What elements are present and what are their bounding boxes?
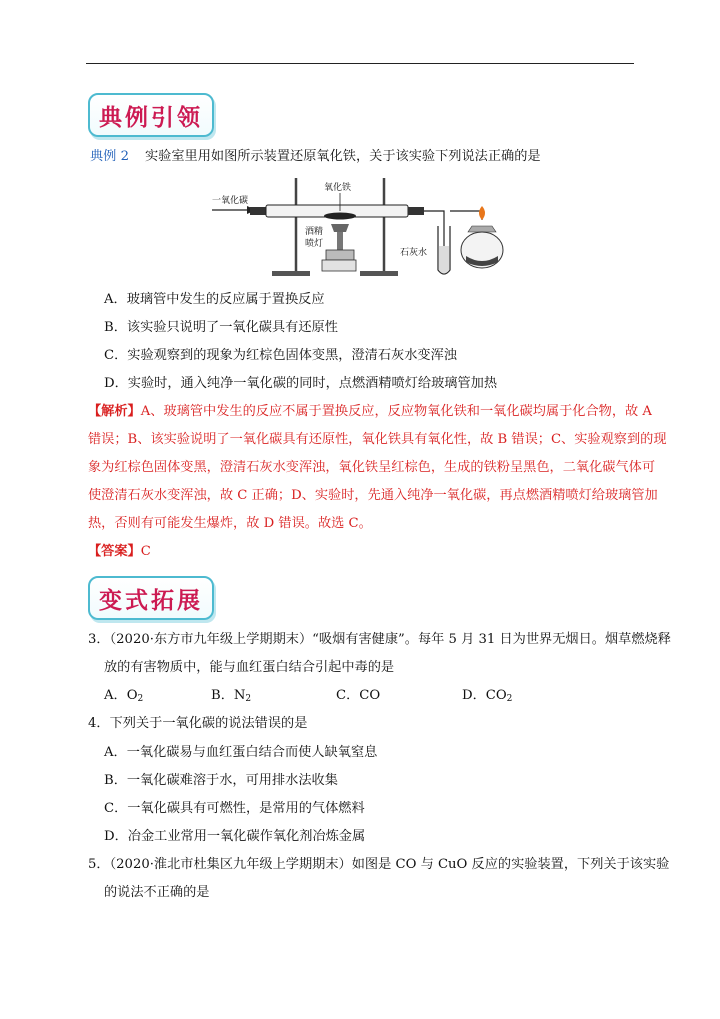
example-option-b: B．该实验只说明了一氧化碳具有还原性 [104,320,338,335]
q3-option-c: C．CO [336,688,381,703]
q3-line-2: 放的有害物质中，能与血红蛋白结合引起中毒的是 [104,660,395,675]
q3-source: （2020·东方市九年级上学期期末） [109,632,313,647]
apparatus-diagram [210,170,510,280]
label-lamp-line2: 喷灯 [305,239,324,249]
q3-line-1 [88,630,671,650]
q3-option-b [211,686,251,706]
label-co: 一氧化碳 [212,196,249,206]
example-question-text: 实验室里用如图所示装置还原氧化铁，关于该实验下列说法正确的是 [144,149,541,164]
label-lamp-line1: 酒精 [305,227,324,237]
example-option-a: A．玻璃管中发生的反应属于置换反应 [104,292,325,307]
q4-stem: 4．下列关于一氧化碳的说法错误的是 [88,716,308,731]
answer-tag: 【答案】 [88,544,141,559]
exhaust-flame [479,206,485,220]
q3-number: 3． [88,632,110,647]
stand-base-right [360,271,398,276]
analysis-line-1 [88,402,652,422]
q3-option-a [104,686,143,706]
section-badge-typical-example: 典例引领 [88,93,214,137]
iron-oxide-sample [324,213,356,220]
header-rule [86,63,634,64]
q5-number: 5． [88,857,110,872]
example-question [90,147,541,167]
q3-opt-d-text: D．CO [462,688,507,703]
q5-line-2: 的说法不正确的是 [104,885,210,900]
q3-opt-d-sub: 2 [506,694,513,704]
exhaust-tube [450,211,482,220]
q3-opt-a-sub: 2 [137,694,144,704]
q3-opt-b-text: B．N [211,688,246,703]
q3-text-1: “吸烟有害健康”。每年 5 月 31 日为世界无烟日。烟草燃烧释 [312,632,671,647]
burner-stem [337,232,343,250]
answer-value: C [140,544,151,559]
q5-source: （2020·淮北市杜集区九年级上学期期末） [109,857,352,872]
limewater-liquid [439,246,450,274]
lamp-body [326,250,354,260]
label-limewater: 石灰水 [400,248,428,258]
analysis-tag: 【解析】 [88,404,141,419]
analysis-line-4: 使澄清石灰水变浑浊，故 C 正确；D、实验时，先通入纯净一氧化碳，再点燃酒精喷灯给玻璃管加 [88,488,658,503]
stopper-left [250,207,266,215]
q5-line-1 [88,855,669,875]
q3-option-d [462,686,512,706]
section-badge-variant-extension: 变式拓展 [88,576,214,620]
q3-opt-b-sub: 2 [245,694,252,704]
analysis-line-3: 象为红棕色固体变黑，澄清石灰水变浑浊，氧化铁呈红棕色，生成的铁粉呈黑色，二氧化碳气体可 [88,460,656,475]
alcohol-lamp-cap [468,226,496,232]
analysis-text-1: A、玻璃管中发生的反应不属于置换反应，反应物氧化铁和一氧化碳均属于化合物，故 A [140,404,652,419]
stand-base-left [272,271,310,276]
example-option-d: D．实验时，通入纯净一氧化碳的同时，点燃酒精喷灯给玻璃管加热 [104,376,498,391]
q3-opt-a-text: A．O [104,688,138,703]
label-fe2o3: 氧化铁 [324,183,352,193]
q4-option-c: C．一氧化碳具有可燃性，是常用的气体燃料 [104,801,365,816]
q5-text-1: 如图是 CO 与 CuO 反应的实验装置，下列关于该实验 [351,857,670,872]
lamp-base [322,260,356,271]
stopper-right [408,207,424,215]
analysis-line-2: 错误；B、该实验说明了一氧化碳具有还原性，氧化铁具有氧化性，故 B 错误；C、实验观察到的现 [88,432,667,447]
q4-option-d: D．冶金工业常用一氧化碳作氧化剂冶炼金属 [104,829,366,844]
burner-head [331,224,349,232]
analysis-line-5: 热，否则有可能发生爆炸，故 D 错误。故选 C。 [88,516,372,531]
answer-line [88,542,151,562]
example-label: 典例 2 [90,149,129,164]
example-option-c: C．实验观察到的现象为红棕色固体变黑，澄清石灰水变浑浊 [104,348,457,363]
q4-option-a: A．一氧化碳易与血红蛋白结合而使人缺氧窒息 [104,745,378,760]
q4-option-b: B．一氧化碳难溶于水，可用排水法收集 [104,773,338,788]
